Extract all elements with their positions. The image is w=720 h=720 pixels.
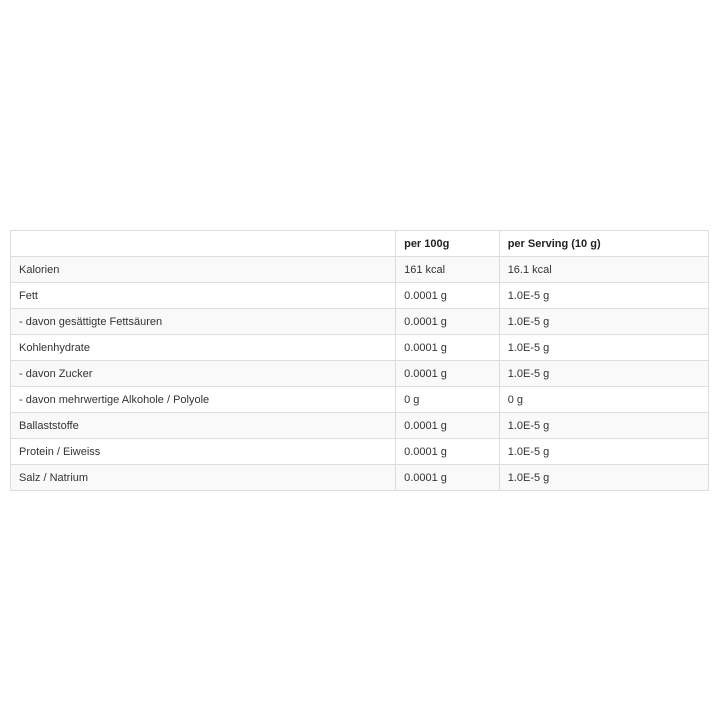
table-row bbox=[11, 283, 709, 309]
value-per-100g: 0.0001 g bbox=[396, 439, 500, 465]
table-row bbox=[11, 465, 709, 491]
value-per-serving: 1.0E-5 g bbox=[499, 309, 708, 335]
table-row bbox=[11, 413, 709, 439]
value-per-serving: 0 g bbox=[499, 387, 708, 413]
value-per-serving: 1.0E-5 g bbox=[499, 465, 708, 491]
value-per-serving: 1.0E-5 g bbox=[499, 335, 708, 361]
value-per-serving: 1.0E-5 g bbox=[499, 413, 708, 439]
nutrition-table bbox=[10, 230, 709, 491]
value-per-serving: 1.0E-5 g bbox=[499, 439, 708, 465]
nutrient-name: Protein / Eiweiss bbox=[11, 439, 396, 465]
value-per-serving: 1.0E-5 g bbox=[499, 361, 708, 387]
table-row bbox=[11, 309, 709, 335]
value-per-100g: 0.0001 g bbox=[396, 283, 500, 309]
value-per-100g: 0.0001 g bbox=[396, 413, 500, 439]
header-per-serving: per Serving (10 g) bbox=[499, 231, 708, 257]
nutrient-name: Ballaststoffe bbox=[11, 413, 396, 439]
value-per-100g: 161 kcal bbox=[396, 257, 500, 283]
value-per-100g: 0.0001 g bbox=[396, 335, 500, 361]
table-row bbox=[11, 361, 709, 387]
nutrient-name: - davon Zucker bbox=[11, 361, 396, 387]
nutrient-name: Salz / Natrium bbox=[11, 465, 396, 491]
table-row bbox=[11, 439, 709, 465]
nutrient-name: Kalorien bbox=[11, 257, 396, 283]
table-row bbox=[11, 335, 709, 361]
nutrient-name: - davon gesättigte Fettsäuren bbox=[11, 309, 396, 335]
table-header-row bbox=[11, 231, 709, 257]
header-per-100g: per 100g bbox=[396, 231, 500, 257]
value-per-100g: 0 g bbox=[396, 387, 500, 413]
nutrient-name: Fett bbox=[11, 283, 396, 309]
header-nutrient bbox=[11, 231, 396, 257]
value-per-100g: 0.0001 g bbox=[396, 465, 500, 491]
table-row bbox=[11, 387, 709, 413]
nutrient-name: - davon mehrwertige Alkohole / Polyole bbox=[11, 387, 396, 413]
table-row bbox=[11, 257, 709, 283]
value-per-serving: 16.1 kcal bbox=[499, 257, 708, 283]
value-per-100g: 0.0001 g bbox=[396, 309, 500, 335]
nutrient-name: Kohlenhydrate bbox=[11, 335, 396, 361]
value-per-100g: 0.0001 g bbox=[396, 361, 500, 387]
value-per-serving: 1.0E-5 g bbox=[499, 283, 708, 309]
